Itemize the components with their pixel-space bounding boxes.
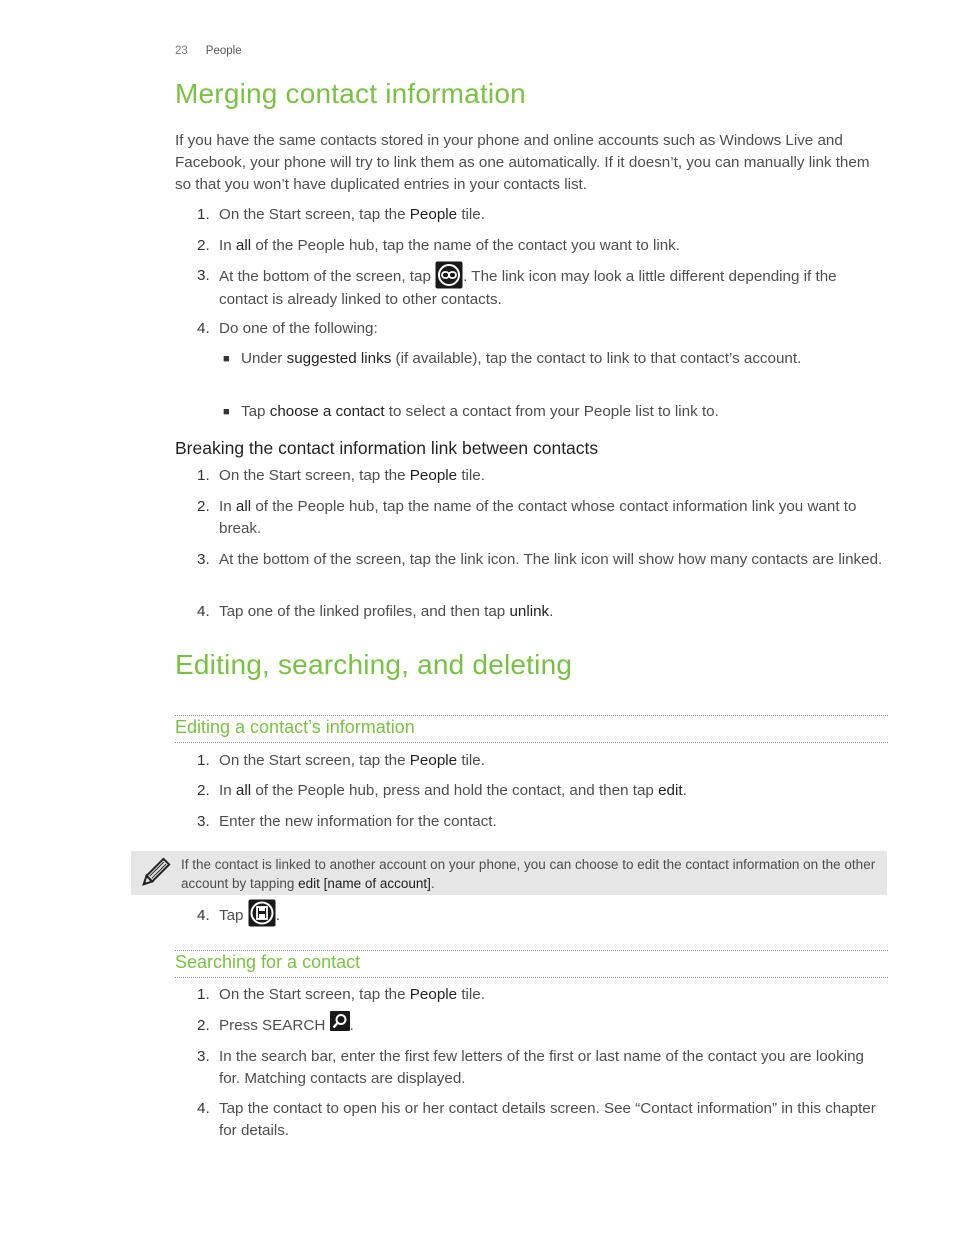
link-icon: [435, 261, 463, 289]
break-step-4: 4. Tap one of the linked profiles, and then tap unlink.: [197, 603, 554, 620]
editing-step-2: 2. In all of the People hub, press and hold the contact, and then tap edit.: [197, 782, 687, 799]
editing-step-1: 1. On the Start screen, tap the People tile.: [197, 752, 485, 769]
searching-step-1: 1. On the Start screen, tap the People tile.: [197, 986, 485, 1003]
break-step-3: 3. At the bottom of the screen, tap the link icon. The link icon will show how many contacts are linked.: [197, 551, 883, 568]
section-name: People: [205, 45, 242, 57]
searching-step-3: 3. In the search bar, enter the first few letters of the first or last name of the contact you are looking for. Matching contacts are displayed.: [197, 1048, 864, 1087]
page-header: [175, 45, 242, 57]
note-text: If the contact is linked to another account on your phone, you can choose to edit the contact information on the other account by tapping edit [name of account].: [181, 857, 876, 891]
note-box: [131, 851, 887, 895]
searching-step-2: 2. Press SEARCH .: [197, 1015, 887, 1037]
page-number: 23: [175, 45, 188, 57]
searching-subheading: Searching for a contact: [175, 950, 888, 978]
merge-bullet-1: ■ Under suggested links (if available), tap the contact to link to that contact’s account.: [223, 350, 802, 367]
editing-subheading: Editing a contact’s information: [175, 715, 888, 743]
merge-title: Merging contact information: [175, 78, 526, 109]
pencil-icon: [138, 856, 172, 890]
merge-intro: If you have the same contacts stored in your phone and online accounts such as Windows Live and Facebook, your phone will try to link them as one automatically. If it doesn’t, you can manually link them so that you won’t have duplicated entries in your contacts list.: [175, 132, 870, 193]
save-icon: [248, 899, 276, 927]
merge-step-4: 4. Do one of the following:: [197, 320, 378, 337]
search-icon: [330, 1011, 350, 1031]
break-title: Breaking the contact information link between contacts: [175, 438, 599, 458]
editing-step-4: 4. Tap .: [197, 905, 887, 927]
break-step-1: 1. On the Start screen, tap the People tile.: [197, 467, 485, 484]
merge-bullet-2: ■ Tap choose a contact to select a contact from your People list to link to.: [223, 403, 719, 420]
searching-step-4: 4. Tap the contact to open his or her contact details screen. See “Contact information” in this chapter for details.: [197, 1100, 876, 1139]
edit-section-title: Editing, searching, and deleting: [175, 649, 573, 680]
merge-step-2: 2. In all of the People hub, tap the name of the contact you want to link.: [197, 237, 680, 254]
break-step-2: 2. In all of the People hub, tap the name of the contact whose contact information link you want to break.: [197, 498, 857, 537]
editing-step-3: 3. Enter the new information for the contact.: [197, 813, 497, 830]
merge-step-3: 3. At the bottom of the screen, tap . The link icon may look a little different depending if the contact is already linked to other contacts.: [197, 265, 887, 311]
merge-step-1: 1. On the Start screen, tap the People tile.: [197, 206, 485, 223]
